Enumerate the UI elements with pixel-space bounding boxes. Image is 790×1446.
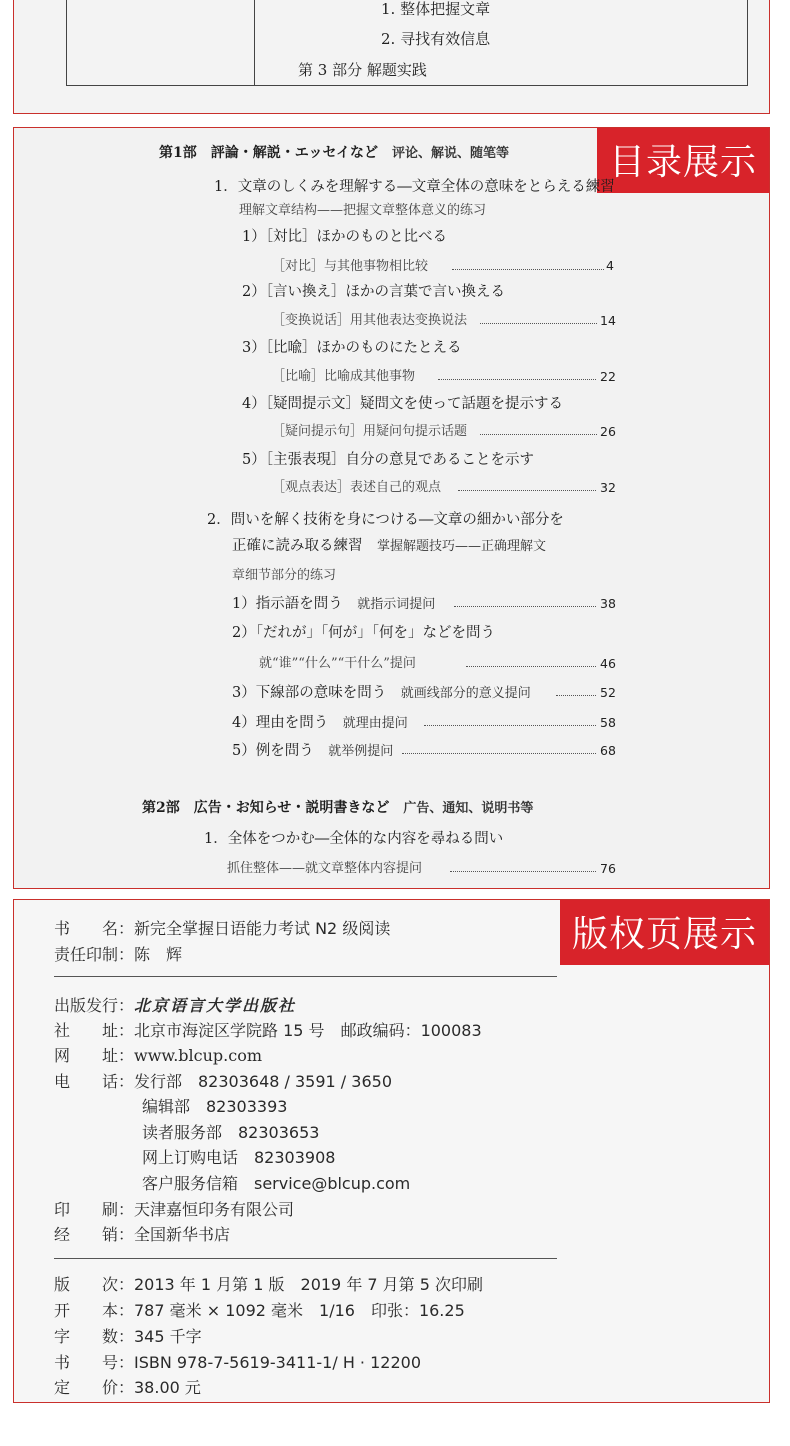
toc-section: 1）指示語を問う 就指示词提问 bbox=[232, 596, 436, 612]
book-title-row: 书 名：新完全掌握日语能力考试 N2 级阅读 bbox=[54, 919, 391, 938]
page-number: 76 bbox=[600, 861, 616, 876]
leader-dots bbox=[480, 323, 597, 324]
leader-dots bbox=[452, 269, 604, 270]
phone-row: 电 话：发行部 82303648 / 3591 / 3650 bbox=[54, 1072, 393, 1091]
page-number: 38 bbox=[600, 596, 616, 611]
email-row: 客户服务信箱 service@blcup.com bbox=[142, 1174, 411, 1193]
phone-row: 编辑部 82303393 bbox=[142, 1097, 288, 1116]
phone-row: 网上订购电话 82303908 bbox=[142, 1148, 336, 1167]
leader-dots bbox=[402, 753, 596, 754]
leader-dots bbox=[466, 666, 596, 667]
editor-row: 责任印制：陈 辉 bbox=[54, 945, 183, 964]
divider bbox=[54, 976, 557, 977]
toc-entry: 抓住整体——就文章整体内容提问 bbox=[227, 861, 423, 876]
page-number: 26 bbox=[600, 424, 616, 439]
divider bbox=[54, 1258, 557, 1259]
isbn-row: 书 号：ISBN 978-7-5619-3411-1/ H · 12200 bbox=[54, 1353, 421, 1372]
leader-dots bbox=[424, 725, 596, 726]
page-number: 68 bbox=[600, 743, 616, 758]
toc-chapter-cn: 理解文章结构——把握文章整体意义的练习 bbox=[239, 203, 487, 218]
phone-row: 读者服务部 82303653 bbox=[142, 1123, 320, 1142]
toc-section: 3）下線部の意味を問う 就画线部分的意义提问 bbox=[232, 685, 531, 701]
toc-entry: ［疑问提示句］用疑问句提示话题 bbox=[272, 424, 468, 439]
toc-part-heading: 第1部 評論・解説・エッセイなど 评论、解说、随笔等 bbox=[159, 145, 510, 161]
copyright-page-panel bbox=[13, 899, 770, 1403]
website-row: 网 址：www.blcup.com bbox=[54, 1046, 262, 1065]
toc-section: 4）理由を問う 就理由提问 bbox=[232, 715, 408, 731]
toc-section: 2）［言い換え］ほかの言葉で言い換える bbox=[242, 284, 505, 300]
toc-entry: ［变换说话］用其他表达变换说法 bbox=[272, 313, 468, 328]
page-number: 4 bbox=[606, 258, 614, 273]
table-border-left bbox=[66, 0, 67, 85]
leader-dots bbox=[458, 490, 596, 491]
toc-chapter: 正確に読み取る練習 掌握解题技巧——正确理解文 bbox=[232, 538, 547, 554]
publisher-row: 出版发行：北京语言大学出版社 bbox=[54, 996, 297, 1015]
table-border-right bbox=[747, 0, 748, 85]
price-row: 定 价：38.00 元 bbox=[54, 1378, 201, 1397]
address-row: 社 址：北京市海淀区学院路 15 号 邮政编码：100083 bbox=[54, 1021, 482, 1040]
toc-section: 4）［疑問提示文］疑問文を使って話題を提示する bbox=[242, 396, 563, 412]
toc-section: 5）例を問う 就举例提问 bbox=[232, 743, 394, 759]
page-number: 58 bbox=[600, 715, 616, 730]
toc-section: 3）［比喩］ほかのものにたとえる bbox=[242, 340, 462, 356]
toc-item: 1. 整体把握文章 bbox=[381, 0, 491, 18]
toc-entry: ［对比］与其他事物相比较 bbox=[272, 259, 429, 274]
toc-entry: 就“谁”“什么”“干什么”提问 bbox=[259, 656, 416, 671]
toc-chapter-cn: 章细节部分的练习 bbox=[232, 568, 337, 583]
leader-dots bbox=[454, 606, 596, 607]
toc-item: 2. 寻找有效信息 bbox=[381, 30, 491, 48]
toc-section: 2）「だれが」「何が」「何を」などを問う bbox=[232, 625, 495, 641]
leader-dots bbox=[450, 871, 596, 872]
page-number: 52 bbox=[600, 685, 616, 700]
page-number: 46 bbox=[600, 656, 616, 671]
word-count-row: 字 数：345 千字 bbox=[54, 1327, 202, 1346]
toc-part-heading: 第2部 広告・お知らせ・説明書きなど 广告、通知、说明书等 bbox=[142, 800, 534, 816]
toc-part-heading: 第 3 部分 解题实践 bbox=[298, 61, 427, 79]
toc-entry: ［比喻］比喻成其他事物 bbox=[272, 369, 416, 384]
printer-row: 印 刷：天津嘉恒印务有限公司 bbox=[54, 1200, 295, 1219]
table-border-bottom bbox=[66, 85, 748, 86]
toc-fragment-panel bbox=[13, 0, 770, 114]
table-border-mid bbox=[254, 0, 255, 85]
toc-showcase-panel bbox=[13, 127, 770, 889]
leader-dots bbox=[556, 695, 596, 696]
page-number: 14 bbox=[600, 313, 616, 328]
leader-dots bbox=[438, 379, 596, 380]
toc-entry: ［观点表达］表述自己的观点 bbox=[272, 480, 442, 495]
toc-chapter: 2．問いを解く技術を身につける―文章の細かい部分を bbox=[207, 512, 564, 528]
copyright-showcase-label: 版权页展示 bbox=[560, 900, 769, 965]
format-row: 开 本：787 毫米 × 1092 毫米 1/16 印张：16.25 bbox=[54, 1301, 465, 1320]
edition-row: 版 次：2013 年 1 月第 1 版 2019 年 7 月第 5 次印刷 bbox=[54, 1275, 484, 1294]
toc-showcase-label: 目录展示 bbox=[597, 128, 769, 193]
toc-chapter: 1．文章のしくみを理解する―文章全体の意味をとらえる練習 bbox=[214, 179, 615, 195]
page-number: 32 bbox=[600, 480, 616, 495]
toc-section: 5）［主張表現］自分の意見であることを示す bbox=[242, 452, 534, 468]
toc-chapter: 1．全体をつかむ―全体的な内容を尋ねる問い bbox=[204, 831, 504, 847]
page-number: 22 bbox=[600, 369, 616, 384]
toc-section: 1）［対比］ほかのものと比べる bbox=[242, 229, 447, 245]
leader-dots bbox=[480, 434, 597, 435]
distributor-row: 经 销：全国新华书店 bbox=[54, 1225, 231, 1244]
